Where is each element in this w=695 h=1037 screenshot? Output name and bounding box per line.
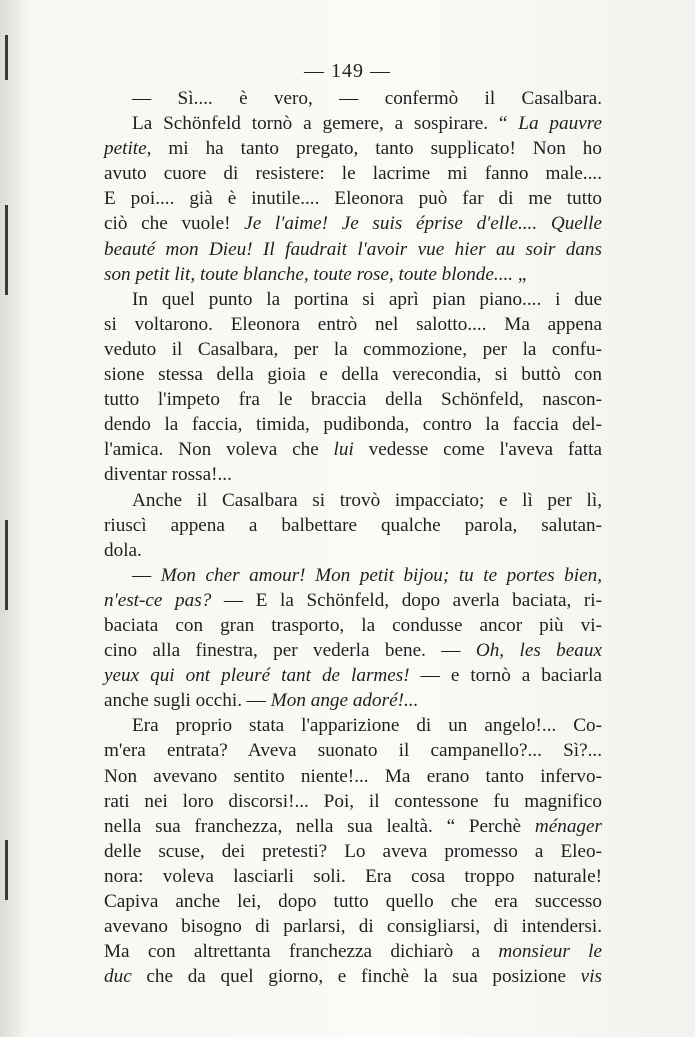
text-segment: Capiva anche lei, dopo tutto quello che era successo (104, 891, 602, 912)
text-line (104, 814, 602, 839)
binding-mark (5, 520, 8, 610)
text-segment: Anche il Casalbara si trovò impacciato; e lì per lì, (132, 489, 602, 511)
text-line (104, 964, 602, 989)
text-segment: E poi.... già è inutile.... Eleonora può far di me tutto (104, 188, 602, 210)
text-line (104, 111, 602, 136)
text-line (104, 136, 602, 161)
text-line (104, 613, 602, 638)
text-segment: ciò che vuole! (104, 213, 245, 235)
text-line (104, 638, 602, 663)
text-segment: nella sua franchezza, nella sua lealtà. “ Perchè (104, 815, 535, 837)
italic-text-segment: monsieur le (498, 941, 602, 963)
text-line (104, 663, 602, 688)
text-line (104, 513, 602, 538)
text-segment: — (132, 564, 161, 586)
text-segment: — e tornò a baciarla (409, 665, 603, 687)
text-segment: delle scuse, dei pretesti? Lo aveva promesso a Eleo- (104, 840, 602, 862)
italic-text-segment: La pauvre (518, 113, 602, 135)
italic-text-segment: petite, (104, 138, 152, 160)
text-segment: che da quel giorno, e finchè la sua posizione (131, 966, 581, 988)
text-line (104, 437, 602, 462)
binding-mark (5, 205, 8, 295)
text-segment: avuto cuore di resistere: le lacrime mi fanno male.... (104, 163, 602, 185)
italic-text-segment: n'est-ce pas? (104, 589, 212, 611)
text-segment: — Sì.... è vero, — confermò il Casalbara. (132, 88, 602, 109)
italic-text-segment: Mon ange adoré!... (270, 690, 419, 712)
text-line (104, 86, 602, 111)
text-line (104, 211, 602, 236)
italic-text-segment: vis (580, 966, 602, 988)
text-line (104, 337, 602, 362)
text-line (104, 789, 602, 814)
text-line (104, 262, 602, 287)
text-line (104, 864, 602, 889)
text-segment: diventar rossa!... (104, 464, 232, 486)
text-segment: riuscì appena a balbettare qualche parola, salutan- (104, 514, 602, 536)
text-segment: Non avevano sentito niente!... Ma erano tanto infervo- (104, 765, 602, 787)
text-segment: tutto l'impeto fra le braccia della Schönfeld, nascon- (104, 389, 602, 411)
page-binding-edge (0, 0, 22, 1037)
text-line (104, 161, 602, 186)
italic-text-segment: Oh, les beaux (475, 640, 602, 662)
text-line (104, 412, 602, 437)
page-number-header: — 149 — (304, 60, 391, 82)
text-segment: dendo la faccia, timida, pudibonda, contro la faccia del- (104, 414, 602, 436)
text-segment: sione stessa della gioia e della verecondia, si buttò con (104, 364, 602, 386)
text-segment: veduto il Casalbara, per la commozione, per la confu- (104, 338, 602, 360)
text-segment: rati nei loro discorsi!... Poi, il contessone fu magnifico (104, 790, 602, 812)
text-line (104, 764, 602, 789)
text-line (104, 186, 602, 211)
text-segment: m'era entrata? Aveva suonato il campanello?... Sì?... (104, 740, 602, 762)
text-segment: Ma con altrettanta franchezza dichiarò a (104, 941, 499, 963)
text-line (104, 588, 602, 613)
italic-text-segment: Je l'aime! Je suis éprise d'elle.... Quelle (244, 213, 602, 235)
text-line (104, 914, 602, 939)
text-line (104, 713, 602, 738)
text-line (104, 839, 602, 864)
text-segment: l'amica. Non voleva che (104, 439, 334, 461)
italic-text-segment: Mon cher amour! Mon petit bijou; tu te portes bien, (160, 564, 603, 586)
text-segment: mi ha tanto pregato, tanto supplicato! Non ho (151, 138, 602, 160)
text-segment: nora: voleva lasciarli soli. Era cosa troppo naturale! (104, 865, 602, 887)
italic-text-segment: lui (333, 439, 354, 461)
text-line (104, 362, 602, 387)
text-line (104, 889, 602, 914)
italic-text-segment: son petit lit, toute blanche, toute rose, toute blonde.... (104, 263, 514, 285)
binding-mark (5, 840, 8, 900)
text-line (104, 287, 602, 312)
text-segment: cino alla finestra, per vederla bene. — (104, 640, 476, 662)
text-line (104, 462, 602, 487)
text-line (104, 237, 602, 262)
text-line (104, 312, 602, 337)
text-segment: Era proprio stata l'apparizione di un angelo!... Co- (132, 715, 602, 737)
text-segment: — E la Schönfeld, dopo averla baciata, ri- (211, 589, 602, 611)
text-segment: si voltarono. Eleonora entrò nel salotto.... Ma appena (104, 313, 602, 335)
text-line (104, 538, 602, 563)
text-segment: anche sugli occhi. — (104, 690, 271, 712)
text-line (104, 387, 602, 412)
text-line (104, 688, 602, 713)
text-segment: avevano bisogno di parlarsi, di consigliarsi, di intendersi. (104, 916, 602, 938)
text-segment: baciata con gran trasporto, la condusse ancor più vi- (104, 614, 602, 636)
text-segment: dola. (104, 539, 142, 561)
italic-text-segment: ménager (534, 815, 602, 837)
text-segment: „ (513, 263, 527, 285)
text-line (104, 488, 602, 513)
italic-text-segment: yeux qui ont pleuré tant de larmes! (104, 665, 410, 687)
page-body-text (104, 86, 602, 989)
text-line (104, 738, 602, 763)
italic-text-segment: duc (104, 966, 132, 988)
text-segment: In quel punto la portina si aprì pian piano.... i due (132, 288, 602, 310)
text-segment: La Schönfeld tornò a gemere, a sospirare. “ (132, 113, 519, 135)
italic-text-segment: beauté mon Dieu! Il faudrait l'avoir vue hier au soir dans (104, 238, 602, 260)
text-line (104, 563, 602, 588)
text-segment: vedesse come l'aveva fatta (353, 439, 602, 461)
text-line (104, 939, 602, 964)
